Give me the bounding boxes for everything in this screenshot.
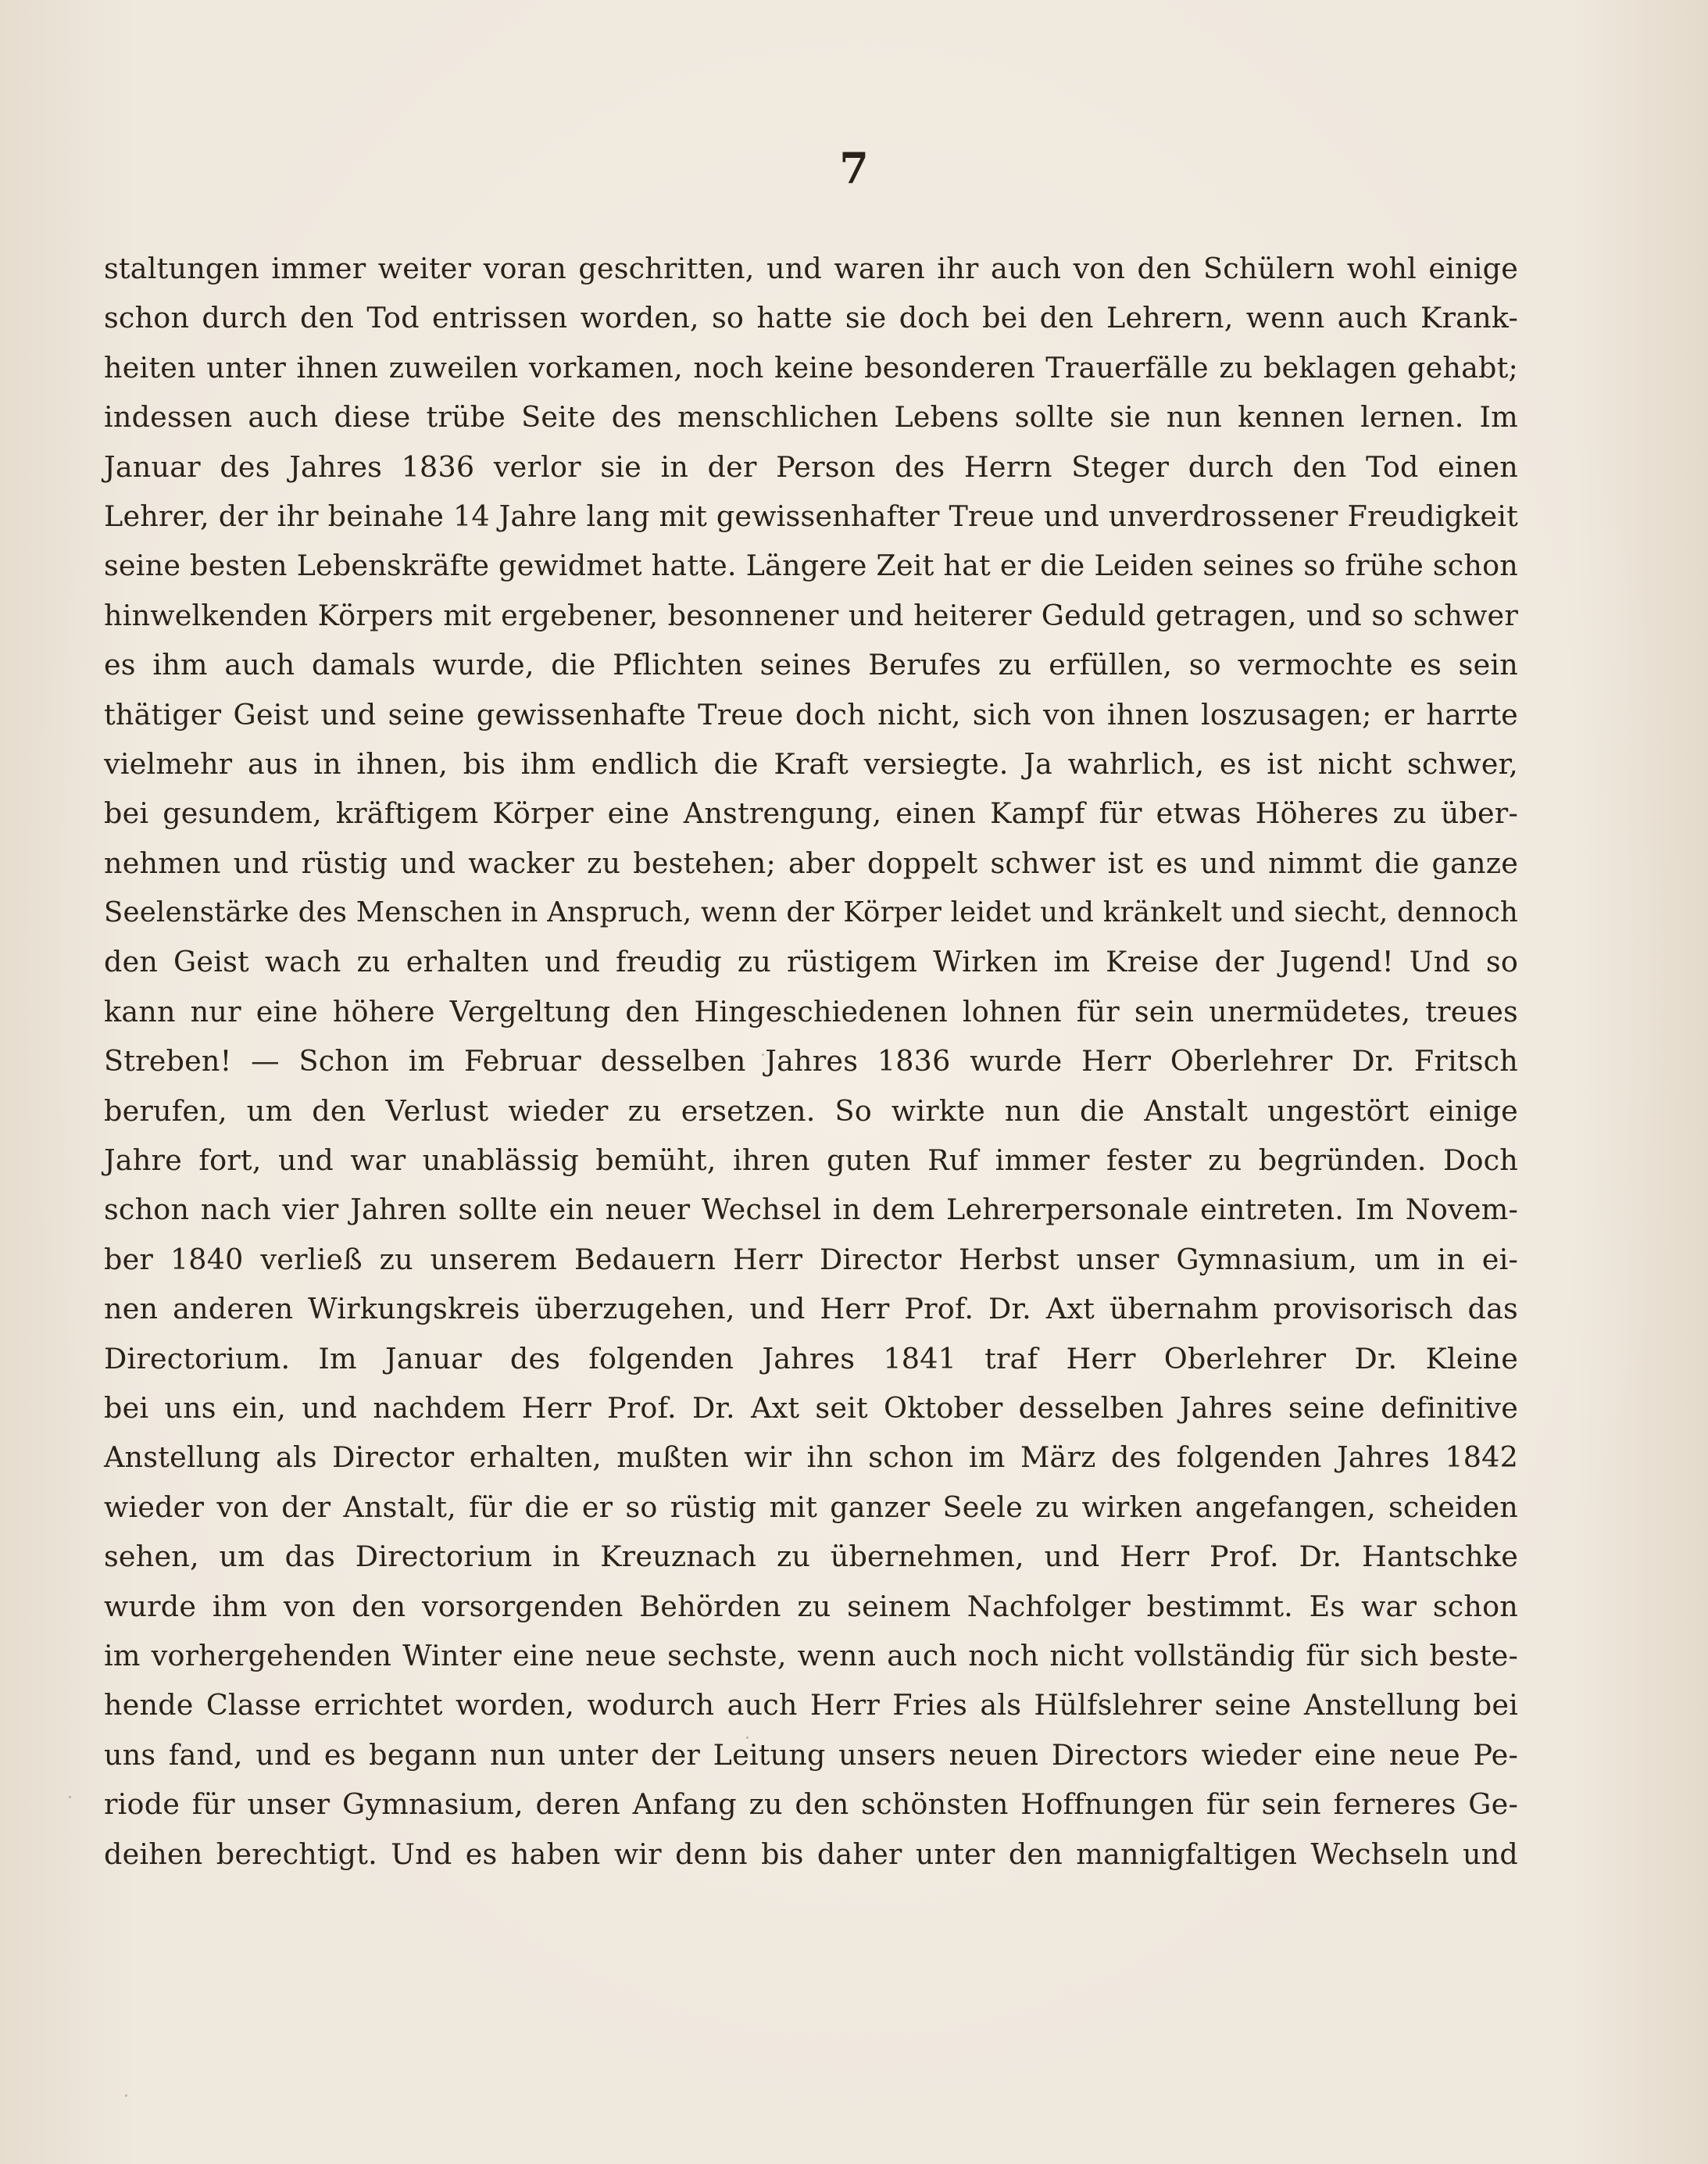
paper-speck	[125, 2094, 127, 2097]
text-line: nen anderen Wirkungskreis überzugehen, und Herr Prof. Dr. Axt übernahm provisorisch das	[104, 1292, 1518, 1326]
text-line: uns fand, und es begann nun unter der Leitung unsers neuen Directors wieder eine neue Pe-	[104, 1737, 1518, 1772]
text-line: Lehrer, der ihr beinahe 14 Jahre lang mit gewissenhafter Treue und unverdrossener Freudigkeit	[104, 499, 1518, 533]
text-line: seine besten Lebenskräfte gewidmet hatte. Längere Zeit hat er die Leiden seines so frühe schon	[104, 549, 1518, 583]
text-line: Anstellung als Director erhalten, mußten wir ihn schon im März des folgenden Jahres 1842	[104, 1440, 1518, 1475]
text-line: thätiger Geist und seine gewissenhafte Treue doch nicht, sich von ihnen loszusagen; er harrte	[104, 697, 1518, 731]
text-line: es ihm auch damals wurde, die Pflichten seines Berufes zu erfüllen, so vermochte es sein	[104, 648, 1518, 682]
text-line: bei uns ein, und nachdem Herr Prof. Dr. Axt seit Oktober desselben Jahres seine definitive	[104, 1390, 1518, 1425]
text-line: wieder von der Anstalt, für die er so rüstig mit ganzer Seele zu wirken angefangen, scheiden	[104, 1490, 1518, 1524]
paper-speck	[69, 1796, 71, 1798]
text-line: Streben! — Schon im Februar desselben Jahres 1836 wurde Herr Oberlehrer Dr. Fritsch	[104, 1044, 1518, 1078]
text-line: den Geist wach zu erhalten und freudig zu rüstigem Wirken im Kreise der Jugend! Und so	[104, 945, 1518, 979]
text-line: Jahre fort, und war unablässig bemüht, ihren guten Ruf immer fester zu begründen. Doch	[104, 1143, 1518, 1178]
text-line: nehmen und rüstig und wacker zu bestehen; aber doppelt schwer ist es und nimmt die ganze	[104, 846, 1518, 880]
text-line: vielmehr aus in ihnen, bis ihm endlich die Kraft versiegte. Ja wahrlich, es ist nicht schwer,	[104, 746, 1518, 781]
text-line: heiten unter ihnen zuweilen vorkamen, noch keine besonderen Trauerfälle zu beklagen gehabt;	[104, 350, 1518, 385]
page-number: 7	[839, 143, 869, 193]
text-line: hinwelkenden Körpers mit ergebener, besonnener und heiterer Geduld getragen, und so schwer	[104, 598, 1518, 632]
text-line: indessen auch diese trübe Seite des menschlichen Lebens sollte sie nun kennen lernen. Im	[104, 400, 1518, 435]
text-line: riode für unser Gymnasium, deren Anfang zu den schönsten Hoffnungen für sein ferneres Ge-	[104, 1787, 1518, 1822]
text-line: sehen, um das Directorium in Kreuznach zu übernehmen, und Herr Prof. Dr. Hantschke	[104, 1540, 1518, 1574]
text-line: kann nur eine höhere Vergeltung den Hingeschiedenen lohnen für sein unermüdetes, treues	[104, 994, 1518, 1028]
text-line: hende Classe errichtet worden, wodurch auch Herr Fries als Hülfslehrer seine Anstellung bei	[104, 1688, 1518, 1722]
text-line: bei gesundem, kräftigem Körper eine Anstrengung, einen Kampf für etwas Höheres zu über-	[104, 796, 1518, 831]
text-line: Seelenstärke des Menschen in Anspruch, wenn der Körper leidet und kränkelt und siecht, dennoch	[104, 896, 1518, 929]
text-line: ber 1840 verließ zu unserem Bedauern Herr Director Herbst unser Gymnasium, um in ei-	[104, 1242, 1518, 1276]
text-line: schon durch den Tod entrissen worden, so hatte sie doch bei den Lehrern, wenn auch Krank-	[104, 301, 1518, 335]
text-line: Januar des Jahres 1836 verlor sie in der Person des Herrn Steger durch den Tod einen	[104, 449, 1518, 484]
text-line: schon nach vier Jahren sollte ein neuer Wechsel in dem Lehrerpersonale eintreten. Im Novem-	[104, 1193, 1518, 1227]
text-line: berufen, um den Verlust wieder zu ersetzen. So wirkte nun die Anstalt ungestört einige	[104, 1093, 1518, 1128]
text-line: Directorium. Im Januar des folgenden Jahres 1841 traf Herr Oberlehrer Dr. Kleine	[104, 1341, 1518, 1375]
text-line: wurde ihm von den vorsorgenden Behörden zu seinem Nachfolger bestimmt. Es war schon	[104, 1589, 1518, 1623]
text-line: im vorhergehenden Winter eine neue sechste, wenn auch noch nicht vollständig für sich beste-	[104, 1638, 1518, 1672]
text-line: staltungen immer weiter voran geschritten, und waren ihr auch von den Schülern wohl einige	[104, 252, 1518, 285]
body-text	[104, 244, 1518, 1879]
text-line: deihen berechtigt. Und es haben wir denn bis daher unter den mannigfaltigen Wechseln und	[104, 1837, 1518, 1871]
